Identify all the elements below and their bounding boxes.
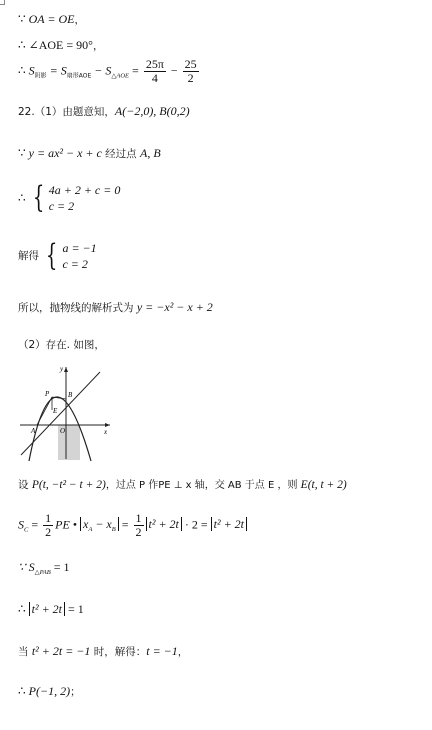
equation-t: t² + 2t = −1 [31,644,91,658]
page-corner-mark [0,0,5,5]
comma: ， [74,14,86,26]
parabola-final: y = −x² − x + 2 [136,300,213,314]
therefore-symbol: ∴ [18,191,29,205]
area-sub-triangle: △AOE [111,72,130,80]
sub-b: B [111,526,116,534]
sub-a: A [88,526,93,534]
eq-one: = 1 [65,602,84,616]
line-q22-part1 [18,104,190,119]
times-two: · 2 = [181,517,211,532]
equals: = [28,517,42,532]
eq-one: = 1 [50,560,70,574]
line-system-solution [18,240,97,272]
comma: ， [177,646,189,658]
set-label: 设 [18,479,32,491]
equals: = [118,517,132,532]
frac-num: 1 [45,511,52,525]
pe-term: PE • [55,517,80,532]
passes-text: 经过点 [101,148,141,160]
segment-pa [37,397,52,425]
frac-num: 25 [184,57,197,71]
expr-oa-oe: OA = OE [28,12,75,26]
semicolon: ； [70,686,81,698]
label-e: E [53,407,58,415]
line-parabola-passes [18,146,161,161]
area-s: S [18,517,24,532]
question-label: 22.（1）由题意知， [18,106,115,118]
line-abs-eq-1 [18,602,84,616]
label-p: P [45,390,50,398]
expr-angle: ∠AOE = 90° [28,38,93,52]
because-s: ∵ S [18,560,35,574]
because-symbol: ∵ [18,12,29,26]
sub-pab: △PAB [34,569,51,576]
x-a: x [83,517,89,532]
fraction-half-2 [134,512,144,539]
abs-t2-2t: t² + 2t [29,602,65,616]
solve-label: 解得 [18,250,43,262]
area-sub-shaded: 阴影 [34,72,47,80]
point-p-result: P(−1, 2) [28,684,71,698]
frac-num: 25π [145,57,164,71]
line-oa-eq-oe [18,12,85,27]
y-axis-arrow [64,367,68,372]
solve-label: 时，解得： [90,646,147,658]
minus: − [167,63,181,78]
when-label: 当 [18,646,32,658]
fraction-half [43,512,53,539]
equation-1: 4a + 2 + c = 0 [48,183,121,197]
frac-den: 2 [187,71,194,85]
parabola-figure [18,362,114,462]
minus-s: − S [91,63,112,78]
minus-x: − x [92,517,112,532]
frac-den: 2 [45,525,52,539]
label-o: O [60,427,66,435]
line-area-formula [18,512,247,539]
frac-den: 2 [135,525,142,539]
line-system-1 [18,182,120,214]
line-part2-intro: （2）存在. 如图， [18,339,105,351]
point-p-expr: P(t, −t² − t + 2) [31,479,106,491]
area-s: S [28,63,35,78]
abs-t2-2t: t² + 2t [146,517,182,531]
label-x: x [104,428,108,436]
abs-t2-2t-result: t² + 2t [211,517,247,531]
line-p-result [18,684,81,699]
solution-system [62,240,96,272]
line-angle-aoe [18,38,103,53]
abs-xa-xb [80,517,119,534]
left-brace: { [46,238,58,273]
therefore-symbol: ∴ [18,38,29,52]
fraction-25pi-4 [144,58,166,85]
t-value: t = −1 [146,644,178,658]
x-axis-arrow [105,423,110,427]
result-label: 所以，抛物线的解析式为 [18,302,137,314]
line-shaded-area [18,58,201,85]
parabola-expr: y = ax² − x + c [28,146,102,160]
label-a: A [31,427,36,435]
frac-den: 4 [151,71,158,85]
area-sub: C [24,526,29,534]
equation-2: c = 2 [48,199,75,213]
line-parabola-result [18,300,213,315]
points-text: A, B [140,146,161,160]
point-e-expr: E(t, t + 2) [300,479,347,491]
line-set-p [18,478,347,493]
fraction-25-2 [183,58,199,85]
comma: ， [92,40,104,52]
frac-num: 1 [135,511,142,525]
eq-s: = S [46,63,67,78]
equation-system [49,182,121,214]
equals: = [129,63,142,78]
left-brace: { [32,180,44,215]
label-b: B [68,391,73,399]
solution-a: a = −1 [62,241,97,255]
label-y: y [60,365,64,373]
because-symbol: ∵ [18,146,29,160]
solution-c: c = 2 [62,257,88,271]
therefore-symbol: ∴ [18,63,29,78]
line-s-pab [18,560,70,580]
area-sub-sector: 扇形AOE [66,72,92,80]
therefore-symbol: ∴ [18,602,29,616]
line-solve-t [18,644,188,659]
construction-text: ，过点 P 作PE ⊥ x 轴，交 AB 于点 E ，则 [105,480,301,491]
points-a-b: A(−2,0), B(0,2) [114,104,190,118]
therefore-symbol: ∴ [18,684,29,698]
